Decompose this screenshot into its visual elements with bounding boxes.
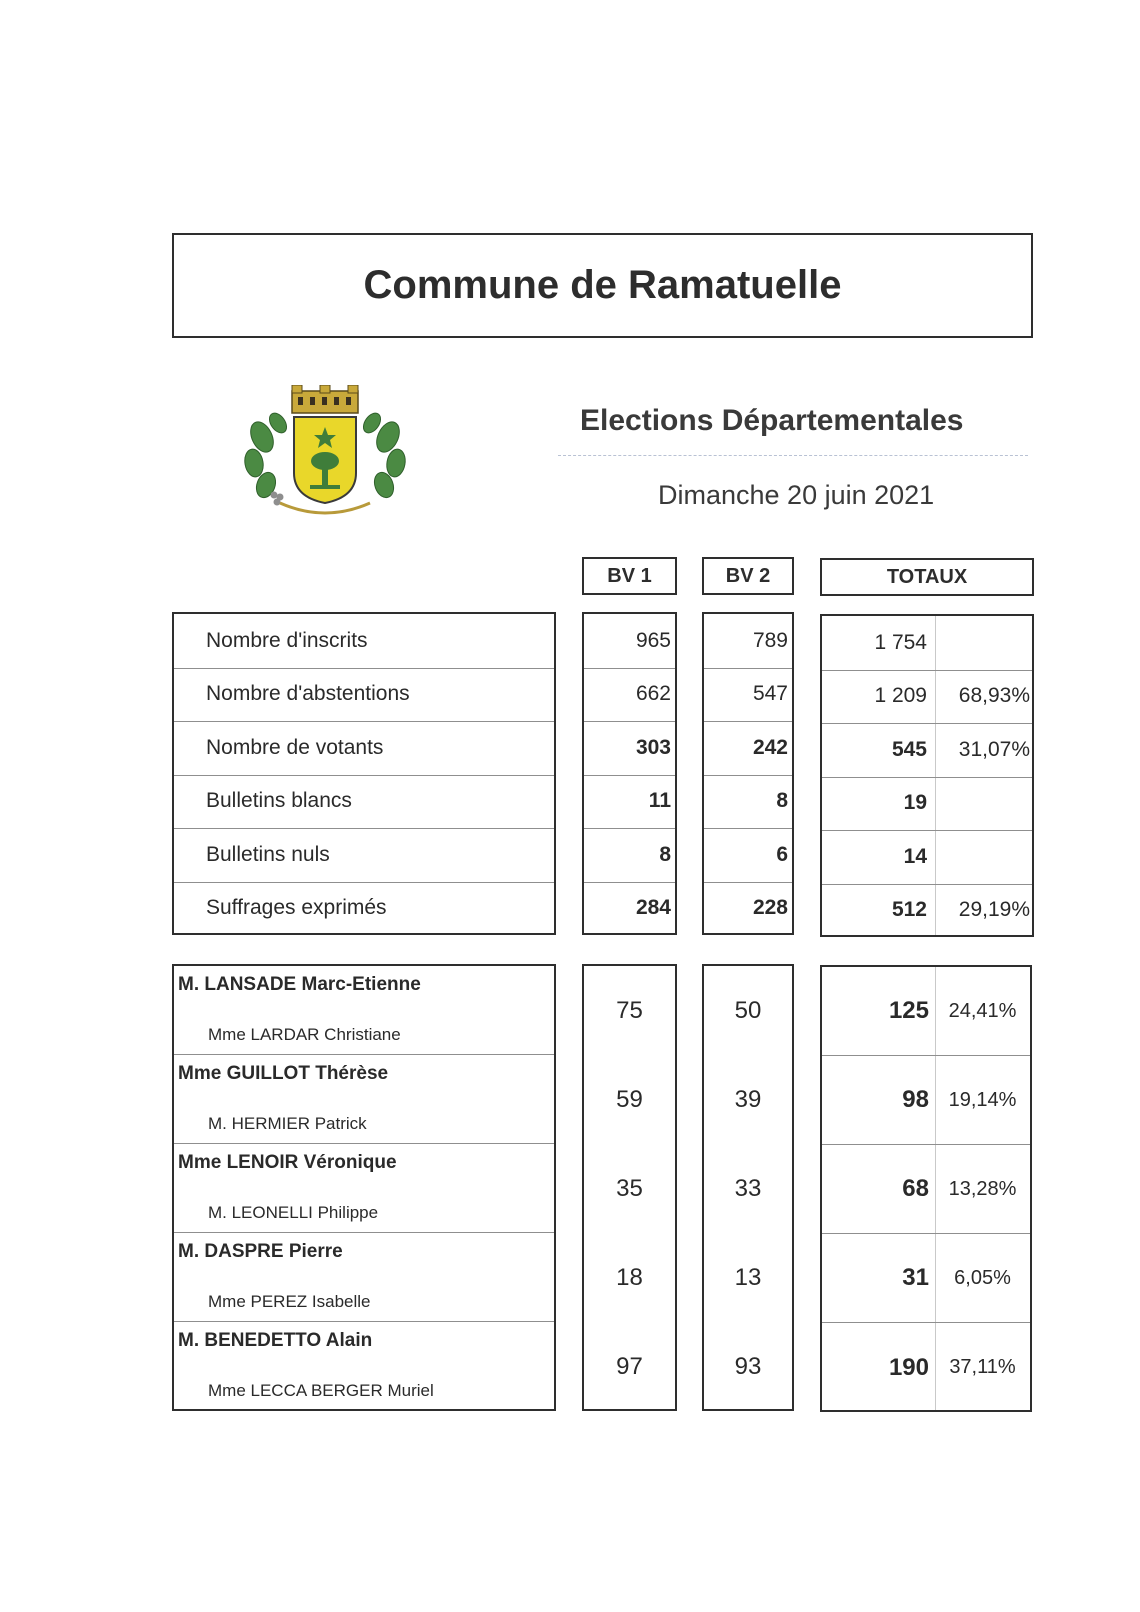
candidates-totals-column bbox=[820, 965, 1032, 1412]
stats-bv2-column bbox=[702, 612, 794, 935]
candidate-substitute: M. HERMIER Patrick bbox=[208, 1114, 367, 1133]
candidate-bv1-votes: 97 bbox=[616, 1352, 643, 1380]
candidate-name: M. BENEDETTO Alain bbox=[178, 1330, 373, 1351]
coat-of-arms-logo bbox=[240, 385, 410, 520]
column-header-bv2: BV 2 bbox=[702, 557, 794, 595]
stat-bv1-value: 303 bbox=[584, 721, 675, 776]
election-title: Elections Départementales bbox=[580, 404, 964, 437]
candidate-total-votes: 125 bbox=[888, 997, 929, 1024]
stat-label: Nombre d'abstentions bbox=[174, 668, 554, 723]
stat-label: Nombre de votants bbox=[174, 721, 554, 776]
stat-label: Bulletins nuls bbox=[174, 828, 554, 883]
candidates-names-column bbox=[172, 964, 556, 1411]
candidate-name: Mme LENOIR Véronique bbox=[178, 1152, 397, 1173]
stat-bv1-value: 11 bbox=[584, 775, 675, 830]
stat-bv1-value: 662 bbox=[584, 668, 675, 723]
candidates-bv1-column bbox=[582, 964, 677, 1411]
candidate-bv2-votes: 93 bbox=[734, 1352, 762, 1380]
stat-total-value: 545 bbox=[891, 737, 927, 761]
candidate-bv2-votes: 39 bbox=[734, 1085, 762, 1113]
candidate-bv1-votes: 59 bbox=[616, 1085, 643, 1113]
stat-total-row bbox=[822, 616, 1032, 671]
stat-total-value: 19 bbox=[903, 791, 927, 815]
stat-total-value: 512 bbox=[891, 898, 927, 922]
stat-total-percent bbox=[935, 616, 1032, 670]
stat-total-percent bbox=[935, 830, 1032, 884]
stat-total-row bbox=[822, 777, 1032, 832]
candidate-name: Mme GUILLOT Thérèse bbox=[178, 1063, 389, 1084]
candidate-row bbox=[174, 966, 554, 1055]
stat-bv1-value: 284 bbox=[635, 896, 671, 920]
candidate-row bbox=[174, 1055, 554, 1144]
candidate-total-percent: 19,14% bbox=[948, 1088, 1017, 1111]
stat-total-value: 1 209 bbox=[874, 684, 927, 708]
stat-total-percent: 31,07% bbox=[958, 737, 1030, 761]
candidate-row bbox=[174, 1144, 554, 1233]
stat-total-value: 14 bbox=[903, 844, 927, 868]
candidates-bv2-column bbox=[702, 964, 794, 1411]
stat-bv2-value: 6 bbox=[704, 828, 792, 883]
stat-bv2-value: 228 bbox=[752, 896, 788, 920]
candidate-name: M. DASPRE Pierre bbox=[178, 1241, 343, 1262]
stat-total-row bbox=[822, 884, 1032, 938]
candidate-bv2-votes: 33 bbox=[734, 1174, 762, 1202]
candidate-bv1-votes: 75 bbox=[616, 996, 643, 1024]
candidate-substitute: Mme PEREZ Isabelle bbox=[208, 1292, 371, 1311]
candidate-bv1-votes: 18 bbox=[616, 1263, 643, 1291]
stat-bv2-value: 547 bbox=[704, 668, 792, 723]
candidate-total-row bbox=[822, 1323, 1030, 1412]
stat-label: Nombre d'inscrits bbox=[174, 614, 554, 669]
title-box bbox=[172, 233, 1033, 338]
stat-total-row bbox=[822, 723, 1032, 778]
candidate-bv1-votes: 35 bbox=[616, 1174, 643, 1202]
column-header-bv1: BV 1 bbox=[582, 557, 677, 595]
stat-label: Suffrages exprimés bbox=[206, 896, 387, 920]
stat-total-value: 1 754 bbox=[874, 630, 927, 654]
candidate-total-votes: 68 bbox=[902, 1175, 929, 1202]
stat-total-row bbox=[822, 670, 1032, 725]
stat-bv1-value: 8 bbox=[584, 828, 675, 883]
candidate-bv2-votes: 50 bbox=[734, 996, 762, 1024]
stat-bv2-value: 8 bbox=[704, 775, 792, 830]
candidate-substitute: Mme LECCA BERGER Muriel bbox=[208, 1381, 434, 1400]
candidate-total-votes: 190 bbox=[888, 1353, 929, 1381]
stat-total-percent: 68,93% bbox=[958, 684, 1030, 708]
column-header-totals: TOTAUX bbox=[820, 558, 1034, 596]
page-title: Commune de Ramatuelle bbox=[363, 263, 842, 307]
stats-totals-column bbox=[820, 614, 1034, 937]
candidate-row bbox=[174, 1233, 554, 1322]
election-date: Dimanche 20 juin 2021 bbox=[658, 480, 935, 510]
candidate-substitute: Mme LARDAR Christiane bbox=[208, 1025, 401, 1044]
candidate-total-votes: 98 bbox=[902, 1086, 929, 1113]
stat-total-percent: 29,19% bbox=[958, 898, 1030, 922]
candidate-row bbox=[174, 1322, 554, 1411]
stat-total-percent bbox=[935, 777, 1032, 831]
candidate-total-percent: 37,11% bbox=[949, 1356, 1016, 1378]
candidate-total-row bbox=[822, 1145, 1030, 1234]
stat-bv1-value: 965 bbox=[584, 614, 675, 669]
candidate-total-percent: 6,05% bbox=[954, 1266, 1011, 1289]
stat-total-row bbox=[822, 830, 1032, 885]
candidate-bv2-votes: 13 bbox=[734, 1263, 762, 1291]
stat-bv2-value: 242 bbox=[704, 721, 792, 776]
candidate-name: M. LANSADE Marc-Etienne bbox=[178, 974, 421, 995]
stats-bv1-column bbox=[582, 612, 677, 935]
stat-label: Bulletins blancs bbox=[174, 775, 554, 830]
stat-bv2-value: 789 bbox=[704, 614, 792, 669]
candidate-total-votes: 31 bbox=[902, 1264, 929, 1291]
candidate-substitute: M. LEONELLI Philippe bbox=[208, 1203, 379, 1222]
candidate-total-percent: 13,28% bbox=[948, 1177, 1017, 1200]
candidate-total-row bbox=[822, 1056, 1030, 1145]
subtitle-divider bbox=[558, 455, 1028, 456]
candidate-total-percent: 24,41% bbox=[948, 999, 1017, 1022]
stats-labels-column bbox=[172, 612, 556, 935]
candidate-total-row bbox=[822, 967, 1030, 1056]
candidate-total-row bbox=[822, 1234, 1030, 1323]
